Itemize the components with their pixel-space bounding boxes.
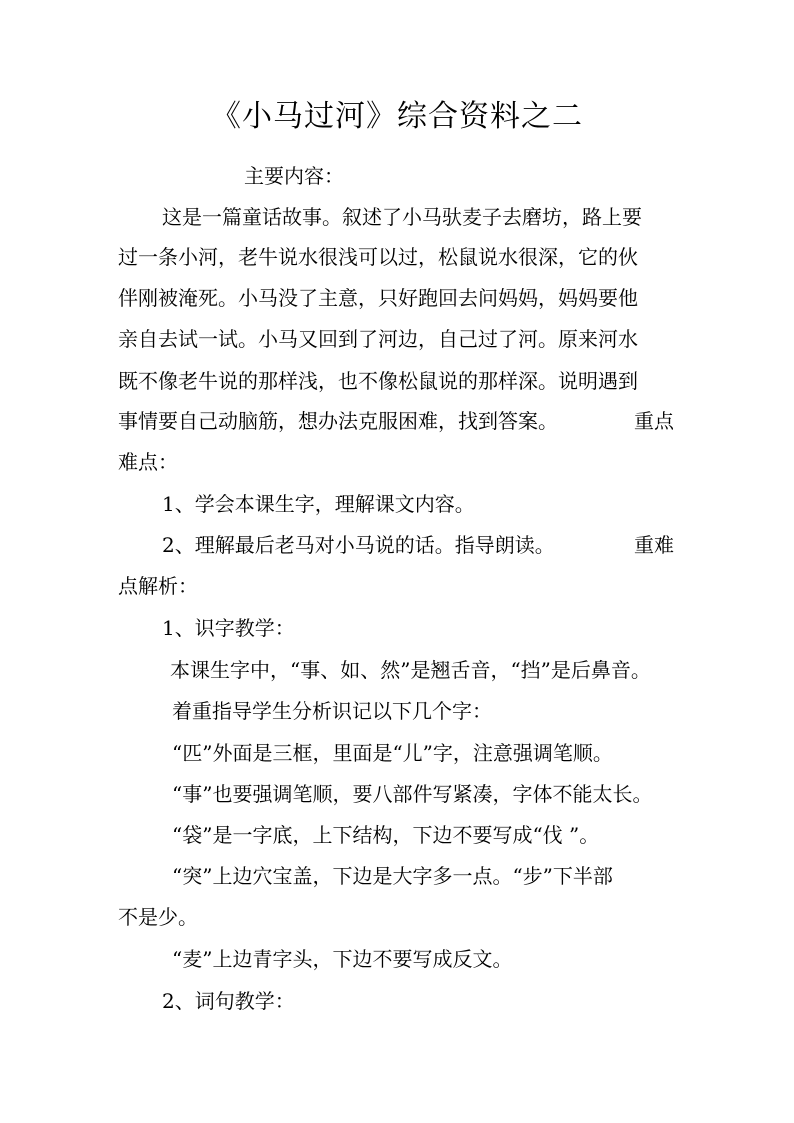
paragraph-line: 既不像老牛说的那样浅，也不像松鼠说的那样深。说明遇到	[118, 369, 638, 393]
section-heading-key-points: 重点	[634, 409, 674, 433]
paragraph-line-text: 事情要自己动脑筋，想办法克服困难，找到答案。	[118, 409, 558, 433]
subheading: 2、词句教学：	[162, 989, 295, 1013]
section-heading-key-points-cont: 难点：	[118, 450, 178, 474]
paragraph-line: 过一条小河，老牛说水很浅可以过，松鼠说水很深，它的伙	[118, 245, 638, 269]
character-note: “袋”是一字底，上下结构，下边不要写成“伐 ”。	[172, 823, 600, 847]
character-note: “突”上边穴宝盖，下边是大字多一点。“步”下半部	[172, 864, 613, 888]
character-note: “事”也要强调笔顺，要八部件写紧凑，字体不能太长。	[172, 782, 653, 806]
paragraph-line: 着重指导学生分析识记以下几个字：	[172, 699, 492, 723]
paragraph-line: 这是一篇童话故事。叙述了小马驮麦子去磨坊，路上要	[162, 205, 642, 229]
document-title: 《小马过河》综合资料之二	[211, 99, 583, 134]
list-item	[162, 528, 674, 562]
paragraph-line: 伴刚被淹死。小马没了主意，只好跑回去问妈妈，妈妈要他	[118, 286, 638, 310]
list-item: 1、学会本课生字，理解课文内容。	[162, 492, 475, 516]
character-note: “匹”外面是三框，里面是“儿”字，注意强调笔顺。	[172, 741, 613, 765]
character-note: “麦”上边青字头，下边不要写成反文。	[172, 947, 513, 971]
section-heading-analysis: 重难	[634, 533, 674, 557]
section-heading-main-content: 主要内容：	[244, 164, 344, 188]
paragraph-line	[118, 404, 674, 438]
character-note-cont: 不是少。	[118, 905, 198, 929]
list-item-text: 2、理解最后老马对小马说的话。指导朗读。	[162, 533, 555, 557]
section-heading-analysis-cont: 点解析：	[118, 574, 198, 598]
paragraph-line: 本课生字中，“事、如、然”是翘舌音，“挡”是后鼻音。	[170, 658, 651, 682]
paragraph-line: 亲自去试一试。小马又回到了河边，自己过了河。原来河水	[118, 327, 638, 351]
subheading: 1、识字教学：	[162, 616, 295, 640]
